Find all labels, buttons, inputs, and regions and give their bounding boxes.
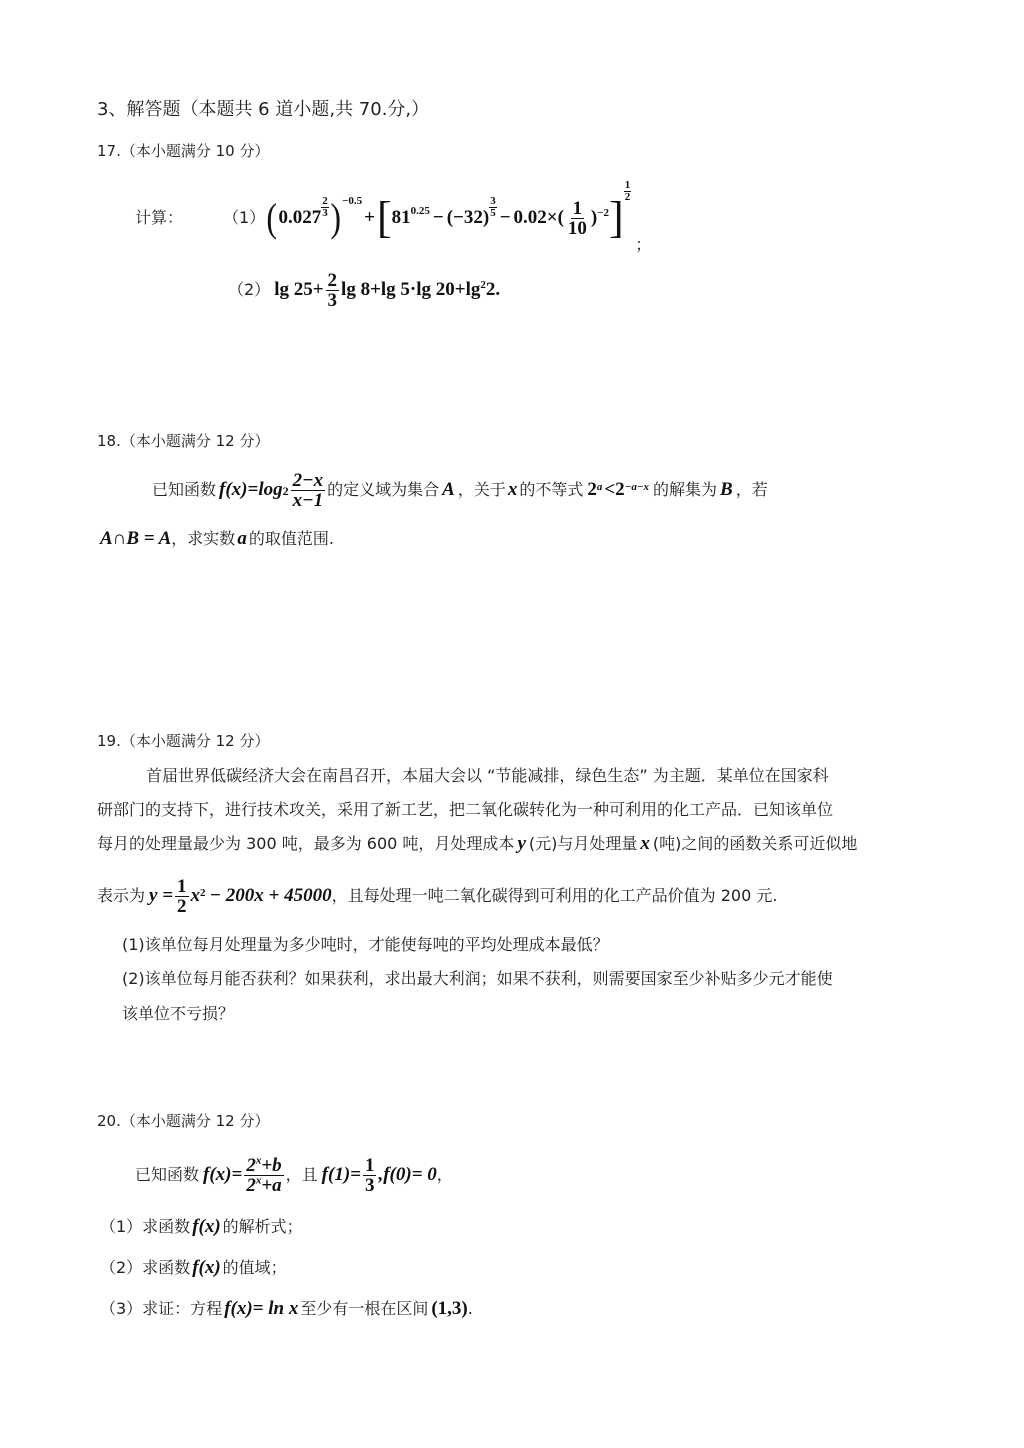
p1-minus2: − xyxy=(499,207,511,228)
p1-frac-num: 1 xyxy=(572,197,583,219)
q18-t1: 已知函数 xyxy=(152,480,217,499)
q18-ineq-exp: a xyxy=(596,481,603,493)
q20-f0: ,f(0)= 0 xyxy=(378,1164,437,1185)
p1-plus: + xyxy=(364,207,375,228)
q20-s2b: 的值域； xyxy=(222,1258,287,1277)
q19-l4a: 表示为 xyxy=(97,886,146,905)
q19-eq-tail: − 200x + 45000 xyxy=(209,885,332,906)
p1-neg2: −2 xyxy=(597,207,610,219)
p2-lg25: lg 25+ xyxy=(274,279,324,300)
q20-t1: 已知函数 xyxy=(135,1165,200,1184)
q19-sub2a: (2)该单位每月能否获利？如果获利，求出最大利润；如果不获利，则需要国家至少补贴多少元才能使 xyxy=(122,969,833,988)
q19-eq-sq: 2 xyxy=(200,887,206,899)
bracket-left: [ xyxy=(376,193,392,242)
q19-header: 19.（本小题满分 12 分） xyxy=(97,732,270,750)
q20-s1b: 的解析式； xyxy=(222,1217,303,1236)
q18-frac xyxy=(291,471,326,510)
q17-p2-label: （2） xyxy=(228,280,271,299)
p2-tail: 2. xyxy=(485,279,501,300)
q18-t2: 的定义域为集合 xyxy=(327,480,440,499)
q20-s2a: （2）求函数 xyxy=(100,1258,191,1277)
q19-eq-den: 2 xyxy=(177,895,187,917)
q18-t8: 的取值范围. xyxy=(248,529,334,548)
q18-a: a xyxy=(237,528,247,549)
q20-num-base: 2 xyxy=(246,1154,256,1176)
q18-line1 xyxy=(152,466,768,514)
q18-t5: 的解集为 xyxy=(653,480,718,499)
q19-eq-num: 1 xyxy=(177,875,187,897)
q20-s3f: f(x)= ln x xyxy=(224,1298,299,1319)
p1-exp-frac xyxy=(321,196,329,219)
p1-frac xyxy=(566,199,589,238)
paren-right: ) xyxy=(330,195,341,240)
q20-s3a: （3）求证：方程 xyxy=(100,1299,223,1318)
q19-sub1: (1)该单位每月处理量为多少吨时，才能使每吨的平均处理成本最低？ xyxy=(122,935,609,954)
p1-outer-exp: −0.5 xyxy=(342,195,363,207)
q18-ineq-base: 2 xyxy=(587,479,597,500)
q18-A: A xyxy=(442,479,455,500)
q20-f1-frac xyxy=(363,1156,377,1195)
q17-intro: 计算： xyxy=(135,208,184,227)
q19-eq-y: y = xyxy=(149,885,174,906)
q20-sub2 xyxy=(100,1257,287,1279)
p1-exp-den: 3 xyxy=(322,207,328,219)
q19-eq-frac xyxy=(175,877,189,916)
q18-t7: ，求实数 xyxy=(171,529,236,548)
q19-line4 xyxy=(97,872,777,920)
q18-line2 xyxy=(100,528,334,550)
p1-002: 0.02×( xyxy=(513,207,564,228)
q20-f1-den: 3 xyxy=(364,1174,375,1196)
q18-fx: f(x)=log xyxy=(219,479,283,500)
p1-outer2-den: 2 xyxy=(624,191,631,203)
q20-s2f: f(x) xyxy=(192,1257,221,1278)
p2-frac-den: 3 xyxy=(327,289,338,311)
q20-frac-num xyxy=(244,1156,283,1176)
q17-part2 xyxy=(228,266,500,314)
q19-line3 xyxy=(97,833,857,855)
p1-81-exp: 0.25 xyxy=(410,205,430,217)
q20-sub3 xyxy=(100,1298,473,1320)
bracket-right: ] xyxy=(609,193,624,242)
paren-left: ( xyxy=(266,195,278,240)
q19-sub2b: 该单位不亏损？ xyxy=(122,1004,235,1023)
p1-base: 0.027 xyxy=(278,207,322,228)
q20-s3-interval: (1,3) xyxy=(431,1298,468,1319)
q20-num-exp: x xyxy=(255,1154,262,1167)
q19-line1: 首届世界低碳经济大会在南昌召开，本届大会以 “节能减排，绿色生态” 为主题．某单位在国家科 xyxy=(146,766,829,785)
q20-den-exp: x xyxy=(255,1174,262,1187)
p1-32-exp-num: 3 xyxy=(490,195,496,207)
q20-frac-den xyxy=(244,1176,283,1195)
q20-s3b: 至少有一根在区间 xyxy=(300,1299,429,1318)
q18-B: B xyxy=(720,479,733,500)
q18-frac-num: 2−x xyxy=(292,469,324,491)
q19-l4b: ，且每处理一吨二氧化碳得到可利用的化工产品价值为 200 元. xyxy=(331,886,778,905)
q20-s1a: （1）求函数 xyxy=(100,1217,191,1236)
q20-num-b: +b xyxy=(261,1154,282,1176)
q19-l3b: (元)与月处理量 xyxy=(528,834,638,853)
q18-t4: 的不等式 xyxy=(519,480,584,499)
q19-eq-x: x xyxy=(190,885,201,906)
q20-frac xyxy=(244,1156,283,1195)
q18-header: 18.（本小题满分 12 分） xyxy=(97,432,270,450)
q20-s3c: . xyxy=(467,1299,473,1318)
q19-x: x xyxy=(640,833,650,854)
p2-sq: 2 xyxy=(480,279,486,291)
q20-header: 20.（本小题满分 12 分） xyxy=(97,1112,270,1130)
q19-l3c: (吨)之间的函数关系可近似地 xyxy=(652,834,858,853)
q20-t3: ， xyxy=(436,1165,453,1184)
q18-t6: ，若 xyxy=(735,480,768,499)
p1-end: ； xyxy=(635,235,652,254)
q18-ineq-rhs-exp: −a−x xyxy=(624,481,650,493)
p1-81: 81 xyxy=(391,207,411,228)
p1-frac-den: 10 xyxy=(567,217,587,239)
q18-frac-den: x−1 xyxy=(292,489,324,511)
q20-den-a: +a xyxy=(261,1174,282,1196)
q20-f1: f(1)= xyxy=(321,1164,361,1185)
q20-line1 xyxy=(135,1150,453,1200)
p2-frac-num: 2 xyxy=(327,269,338,291)
q20-s1f: f(x) xyxy=(192,1216,221,1237)
q18-log-base: 2 xyxy=(282,484,289,498)
p1-outer2-frac xyxy=(624,180,632,203)
p1-outer2-num: 1 xyxy=(624,179,631,191)
p2-frac xyxy=(326,271,340,310)
q17-p1-label: （1） xyxy=(223,208,266,227)
p1-minus1: − xyxy=(432,207,444,228)
q18-intersection: A∩B = A xyxy=(100,528,172,549)
q20-sub1 xyxy=(100,1216,303,1238)
q18-x: x xyxy=(507,479,518,500)
q17-part1 xyxy=(135,179,652,254)
p2-rest: lg 8+lg 5·lg 20+lg xyxy=(341,279,481,300)
p1-32-exp-frac xyxy=(489,196,497,219)
q19-y: y xyxy=(517,833,526,854)
p1-32: (−32) xyxy=(446,207,490,228)
p1-exp-num: 2 xyxy=(322,195,328,207)
q20-f1-num: 1 xyxy=(364,1154,375,1176)
q20-fx: f(x)= xyxy=(203,1164,243,1185)
q20-t2: ，且 xyxy=(285,1165,318,1184)
p1-close: ) xyxy=(590,207,598,228)
q19-line2: 研部门的支持下，进行技术攻关，采用了新工艺，把二氧化碳转化为一种可利用的化工产品．已知该单位 xyxy=(97,800,834,819)
q19-l3a: 每月的处理量最少为 300 吨，最多为 600 吨，月处理成本 xyxy=(97,834,515,853)
q17-header: 17.（本小题满分 10 分） xyxy=(97,142,270,160)
p1-32-exp-den: 5 xyxy=(490,207,496,219)
q18-t3: ，关于 xyxy=(457,480,506,499)
q20-den-base: 2 xyxy=(246,1174,256,1196)
section-title: 3、解答题（本题共 6 道小题,共 70.分,） xyxy=(97,99,430,120)
q18-ineq-lt: <2 xyxy=(604,479,625,500)
